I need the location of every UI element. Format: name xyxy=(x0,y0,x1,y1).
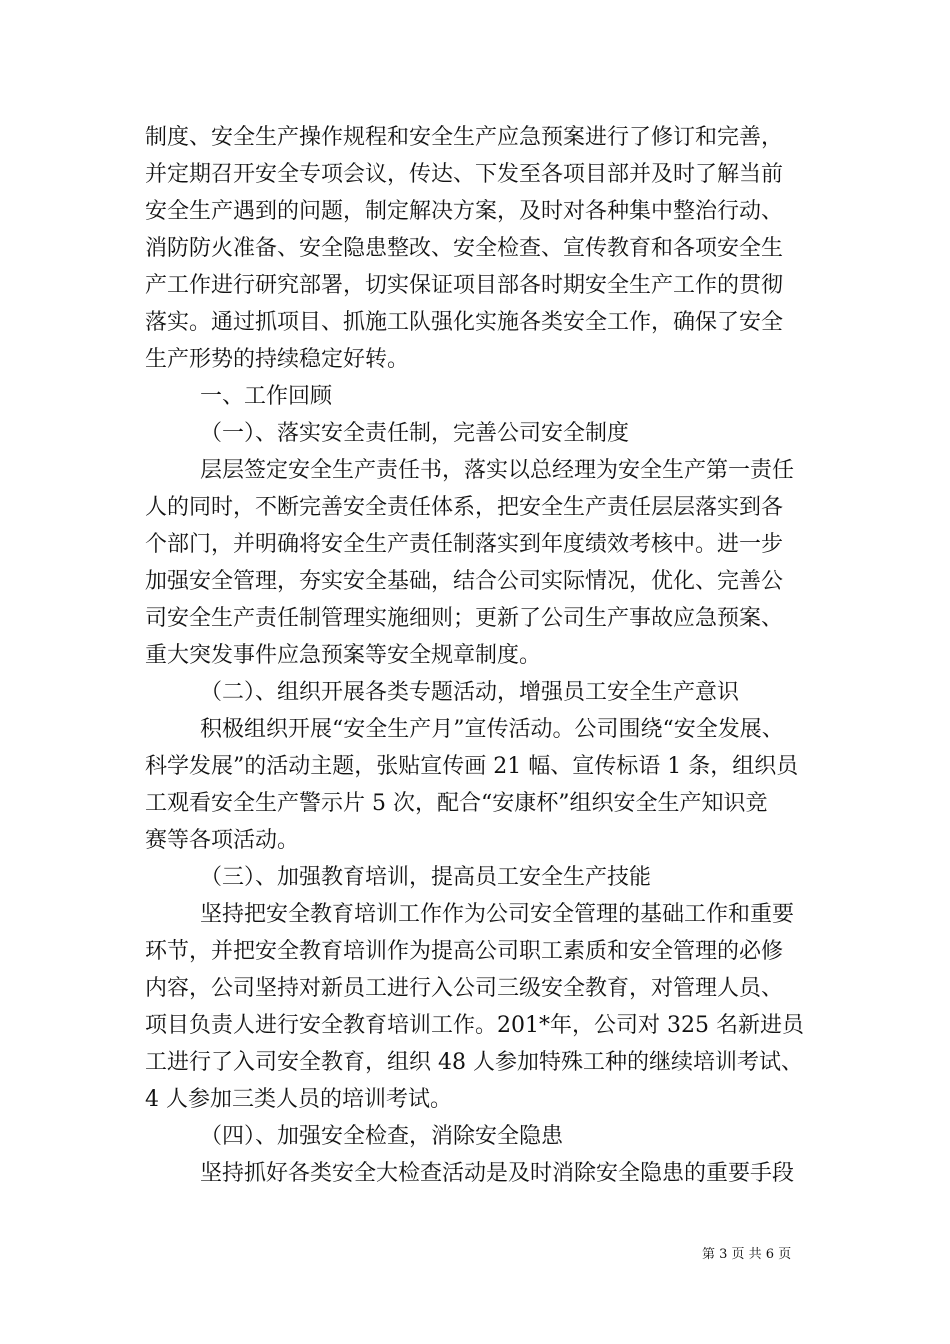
text-line: 人的同时，不断完善安全责任体系，把安全生产责任层层落实到各 xyxy=(145,495,784,520)
text-line: 环节，并把安全教育培训作为提高公司职工素质和安全管理的必修 xyxy=(145,939,784,964)
text-line: 工观看安全生产警示片 5 次，配合“安康杯”组织安全生产知识竞 xyxy=(145,791,768,816)
text-line: 内容，公司坚持对新员工进行入公司三级安全教育，对管理人员、 xyxy=(145,976,784,1001)
text-line: 层层签定安全生产责任书，落实以总经理为安全生产第一责任 xyxy=(200,458,795,483)
text-line: 加强安全管理，夯实安全基础，结合公司实际情况，优化、完善公 xyxy=(145,569,784,594)
text-line: 工进行了入司安全教育，组织 48 人参加特殊工种的继续培训考试、 xyxy=(145,1050,803,1075)
subsection-heading: （三）、加强教育培训，提高员工安全生产技能 xyxy=(200,865,652,890)
text-line: 个部门，并明确将安全生产责任制落实到年度绩效考核中。进一步 xyxy=(145,532,784,557)
text-line: 并定期召开安全专项会议，传达、下发至各项目部并及时了解当前 xyxy=(145,162,784,187)
text-line: 赛等各项活动。 xyxy=(145,828,300,853)
subsection-heading: （二）、组织开展各类专题活动，增强员工安全生产意识 xyxy=(200,680,740,705)
section-heading: 一、工作回顾 xyxy=(200,384,333,409)
subsection-heading: （四）、加强安全检查，消除安全隐患 xyxy=(200,1124,564,1149)
text-line: 司安全生产责任制管理实施细则；更新了公司生产事故应急预案、 xyxy=(145,606,784,631)
text-line: 科学发展”的活动主题，张贴宣传画 21 幅、宣传标语 1 条，组织员 xyxy=(145,754,799,779)
text-line: 坚持抓好各类安全大检查活动是及时消除安全隐患的重要手段 xyxy=(200,1161,795,1186)
text-line: 坚持把安全教育培训工作作为公司安全管理的基础工作和重要 xyxy=(200,902,795,927)
page-number-footer: 第 3 页 共 6 页 xyxy=(702,1247,792,1262)
text-line: 制度、安全生产操作规程和安全生产应急预案进行了修订和完善， xyxy=(145,125,784,150)
text-line: 4 人参加三类人员的培训考试。 xyxy=(145,1087,452,1112)
text-line: 消防防火准备、安全隐患整改、安全检查、宣传教育和各项安全生 xyxy=(145,236,784,261)
text-line: 落实。通过抓项目、抓施工队强化实施各类安全工作，确保了安全 xyxy=(145,310,784,335)
text-line: 重大突发事件应急预案等安全规章制度。 xyxy=(145,643,542,668)
text-line: 产工作进行研究部署，切实保证项目部各时期安全生产工作的贯彻 xyxy=(145,273,784,298)
subsection-heading: （一）、落实安全责任制，完善公司安全制度 xyxy=(200,421,630,446)
text-line: 安全生产遇到的问题，制定解决方案，及时对各种集中整治行动、 xyxy=(145,199,784,224)
text-line: 项目负责人进行安全教育培训工作。201*年，公司对 325 名新进员 xyxy=(145,1013,804,1038)
text-line: 生产形势的持续稳定好转。 xyxy=(145,347,410,372)
text-line: 积极组织开展“安全生产月”宣传活动。公司围绕“安全发展、 xyxy=(200,717,784,742)
